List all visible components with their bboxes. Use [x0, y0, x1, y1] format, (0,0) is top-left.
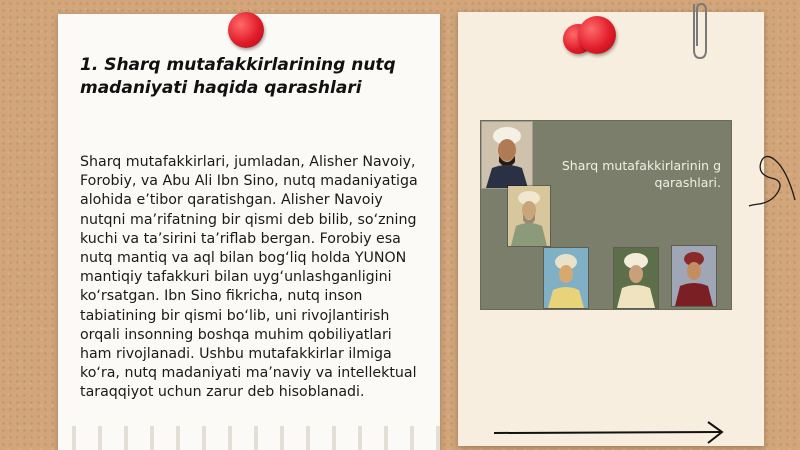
- slide-thumbnail: [480, 120, 732, 310]
- red-pin-icon: [228, 12, 264, 48]
- arrow-right-icon: [494, 420, 726, 446]
- red-pin-icon: [578, 16, 616, 54]
- slide-caption: Sharq mutafakkirlarinin g qarashlari.: [561, 158, 721, 190]
- portrait-image: [543, 247, 589, 309]
- portrait-image: [613, 247, 659, 309]
- scribble-decoration-icon: [745, 150, 800, 210]
- paper-clip-icon: [688, 0, 712, 62]
- note-body-text: Sharq mutafakkirlari, jumladan, Alisher Navoiy, Forobiy, va Abu Ali Ibn Sino, nutq madaniyatiga alohida e’tibor qaratishgan. Alisher Navoiy nutqni ma’rifatning bir qismi deb bilib, so‘zning kuchi va ta’sirini ta’riflab bergan. Forobiy esa nutq mantiq va aql bilan bog‘liq holda YUNON mantiqiy tafakkuri bilan uyg‘unlashganligini ko‘rsatgan. Ibn Sino fikricha, nutq inson tabiatining bir qismi bo‘lib, uni rivojlantirish orqali insonning boshqa muhim qobiliyatlari ham rivojlanadi. Ushbu mutafakkirlar ilmiga ko‘ra, nutq madaniyati ma’naviy va intellektual taraqqiyot uchun zarur deb hisoblanadi.: [80, 154, 418, 401]
- portrait-image: [481, 121, 533, 189]
- portrait-image: [507, 185, 551, 247]
- note-title: 1. Sharq mutafakkirlarining nutq madaniyati haqida qarashlari: [80, 55, 396, 98]
- portrait-image: [671, 245, 717, 307]
